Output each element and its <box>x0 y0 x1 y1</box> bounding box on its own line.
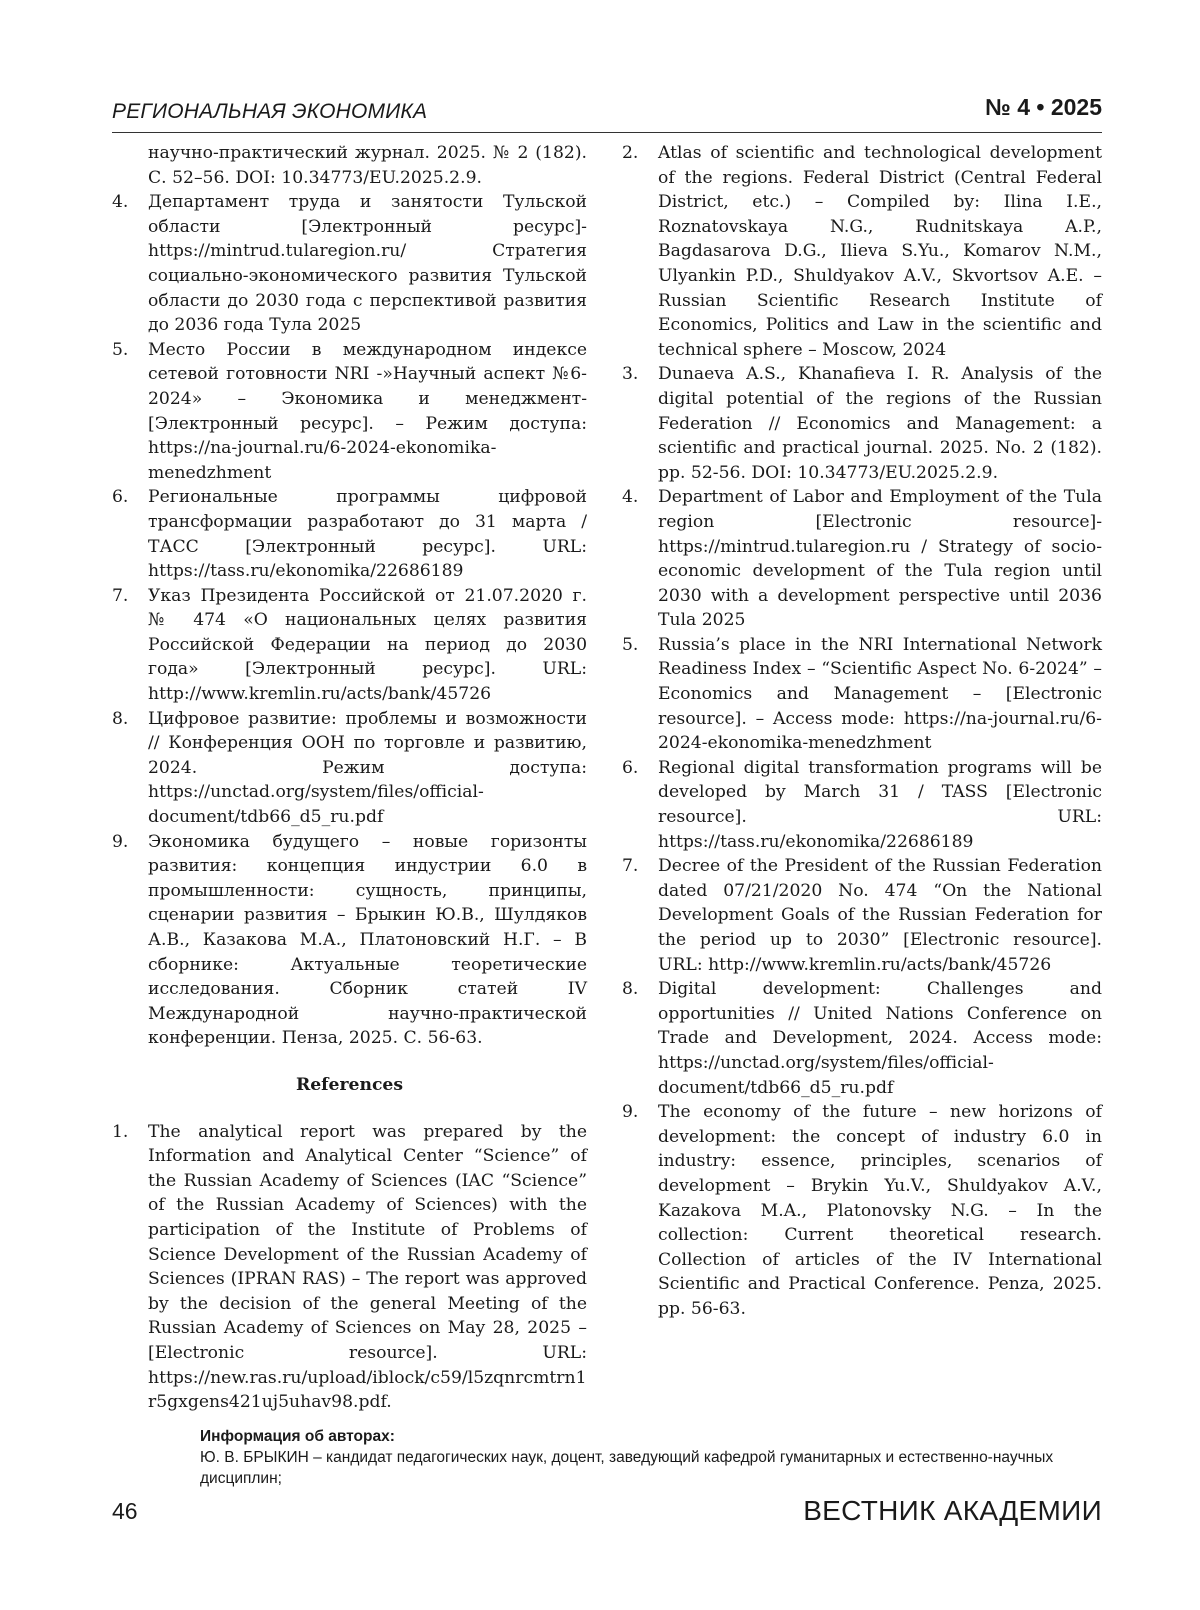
reference-text: Цифровое развитие: проблемы и возможности // Конференция ООН по торговле и развитию, 2024. Режим доступа: https://unctad.org/system/files/official-document/tdb66_d5_ru.pdf <box>148 708 587 828</box>
reference-number: 4. <box>622 487 639 508</box>
reference-number: 1. <box>112 1121 129 1142</box>
page-number: 46 <box>112 1498 138 1524</box>
reference-number: 6. <box>112 487 129 508</box>
reference-text: Regional digital transformation programs will be developed by March 31 / TASS [Electronic resource]. URL: https://tass.ru/ekonomika/22686189 <box>658 757 1102 852</box>
reference-item <box>622 854 1102 977</box>
reference-item <box>112 1120 587 1415</box>
reference-item <box>622 633 1102 756</box>
left-column <box>112 141 587 1415</box>
reference-item <box>622 756 1102 854</box>
reference-text: Департамент труда и занятости Тульской области [Электронный ресурс]- https://mintrud.tularegion.ru/ Стратегия социально-экономического развития Тульской области до 2030 года с перспективой развития до 2036 года Тула 2025 <box>148 192 587 336</box>
reference-item <box>112 338 587 486</box>
reference-number: 8. <box>622 979 639 1000</box>
reference-number: 3. <box>622 364 639 385</box>
reference-text: Указ Президента Российской от 21.07.2020 г. № 474 «О национальных целях развития Российской Федерации на период до 2030 года» [Электронный ресурс]. URL: http://www.kremlin.ru/acts/bank/45726 <box>148 585 587 705</box>
reference-item <box>622 1100 1102 1321</box>
author-info-text: Ю. В. БРЫКИН – кандидат педагогических наук, доцент, заведующий кафедрой гуманитарных и естественно-научных дисциплин; <box>200 1449 1054 1487</box>
author-info <box>200 1426 1102 1489</box>
reference-text: Atlas of scientific and technological development of the regions. Federal District (Central Federal District, etc.) – Compiled by: Ilina I.E., Roznatovskaya N.G., Rudnitskaya A.P., Bagdasarova D.G., Ilieva S.Yu., Komarov N.M., Ulyankin P.D., Shuldyakov A.V., Skvortsov A.E. – Russian Scientific Research Institute of Economics, Politics and Law in the scientific and technical sphere – Moscow, 2024 <box>658 143 1102 360</box>
reference-item <box>622 977 1102 1100</box>
author-info-title: Информация об авторах: <box>200 1428 395 1445</box>
reference-number: 9. <box>622 1102 639 1123</box>
journal-title: РЕГИОНАЛЬНАЯ ЭКОНОМИКА <box>112 100 428 123</box>
reference-text: Department of Labor and Employment of the Tula region [Electronic resource]- https://mintrud.tularegion.ru / Strategy of socio-economic development of the Tula region until 2030 with a development perspective until 2036 Tula 2025 <box>658 487 1102 631</box>
reference-text: Decree of the President of the Russian Federation dated 07/21/2020 No. 474 “On the National Development Goals of the Russian Federation for the period up to 2030” [Electronic resource]. URL: http://www.kremlin.ru/acts/bank/45726 <box>658 856 1102 975</box>
reference-number: 7. <box>622 856 639 877</box>
issue-number: № 4 • 2025 <box>985 94 1102 120</box>
reference-item <box>622 141 1102 362</box>
reference-item <box>112 830 587 1051</box>
reference-number: 5. <box>622 634 639 655</box>
reference-number: 9. <box>112 831 129 852</box>
reference-number: 6. <box>622 757 639 778</box>
reference-text: The analytical report was prepared by the Information and Analytical Center “Science” of the Russian Academy of Sciences (IAC “Science” of the Russian Academy of Sciences) with the participation of the Institute of Problems of Science Development of the Russian Academy of Sciences (IPRAN RAS) – The report was approved by the decision of the general Meeting of the Russian Academy of Sciences on May 28, 2025 – [Electronic resource]. URL: https://new.ras.ru/upload/iblock/c59/l5zqnrcmtrn1r5gxgens421uj5uhav98.pdf. <box>148 1121 587 1413</box>
reference-number: 7. <box>112 585 129 606</box>
references-heading: References <box>295 1074 404 1095</box>
reference-text: Digital development: Challenges and opportunities // United Nations Conference on Trade and Development, 2024. Access mode: https://unctad.org/system/files/official-document/tdb66_d5_ru.pdf <box>658 979 1102 1098</box>
reference-item <box>112 190 587 338</box>
reference-number: 8. <box>112 708 129 729</box>
reference-item <box>112 584 587 707</box>
reference-continuation: научно-практический журнал. 2025. № 2 (182). С. 52–56. DOI: 10.34773/EU.2025.2.9. <box>148 143 587 188</box>
running-header <box>112 92 1102 133</box>
reference-text: Место России в международном индексе сетевой готовности NRI -»Научный аспект №6-2024» – Экономика и менеджмент- [Электронный ресурс]. – Режим доступа: https://na-journal.ru/6-2024-ekonomika-menedzhment <box>148 339 587 483</box>
reference-text: The economy of the future – new horizons of development: the concept of industry 6.0 in industry: essence, principles, scenarios of development – Brykin Yu.V., Shuldyakov A.V., Kazakova M.A., Platonovsky N.G. – In the collection: Current theoretical research. Collection of articles of the IV International Scientific and Practical Conference. Penza, 2025. pp. 56-63. <box>658 1102 1102 1319</box>
reference-text: Russia’s place in the NRI International Network Readiness Index – “Scientific Aspect No. 6-2024” – Economics and Management – [Electronic resource]. – Access mode: https://na-journal.ru/6-2024-ekonomika-menedzhment <box>658 634 1102 754</box>
reference-number: 4. <box>112 192 129 213</box>
footer-journal-title: ВЕСТНИК АКАДЕМИИ <box>803 1495 1102 1526</box>
reference-number: 5. <box>112 339 129 360</box>
reference-text: Региональные программы цифровой трансформации разработают до 31 марта / ТАСС [Электронный ресурс]. URL: https://tass.ru/ekonomika/22686189 <box>148 487 587 582</box>
reference-text: Экономика будущего – новые горизонты развития: концепция индустрии 6.0 в промышленности: сущность, принципы, сценарии развития – Брыкин Ю.В., Шулдяков А.В., Казакова М.А., Платоновский Н.Г. – В сборнике: Актуальные теоретические исследования. Сборник статей IV Международной научно-практической конференции. Пенза, 2025. С. 56-63. <box>148 831 587 1049</box>
reference-text: Dunaeva A.S., Khanafieva I. R. Analysis of the digital potential of the regions of the Russian Federation // Economics and Management: a scientific and practical journal. 2025. No. 2 (182). pp. 52-56. DOI: 10.34773/EU.2025.2.9. <box>658 364 1102 483</box>
reference-number: 2. <box>622 143 639 163</box>
right-column <box>622 141 1102 1322</box>
reference-item <box>622 362 1102 485</box>
reference-item <box>112 485 587 583</box>
reference-item <box>112 707 587 830</box>
reference-item <box>622 485 1102 633</box>
